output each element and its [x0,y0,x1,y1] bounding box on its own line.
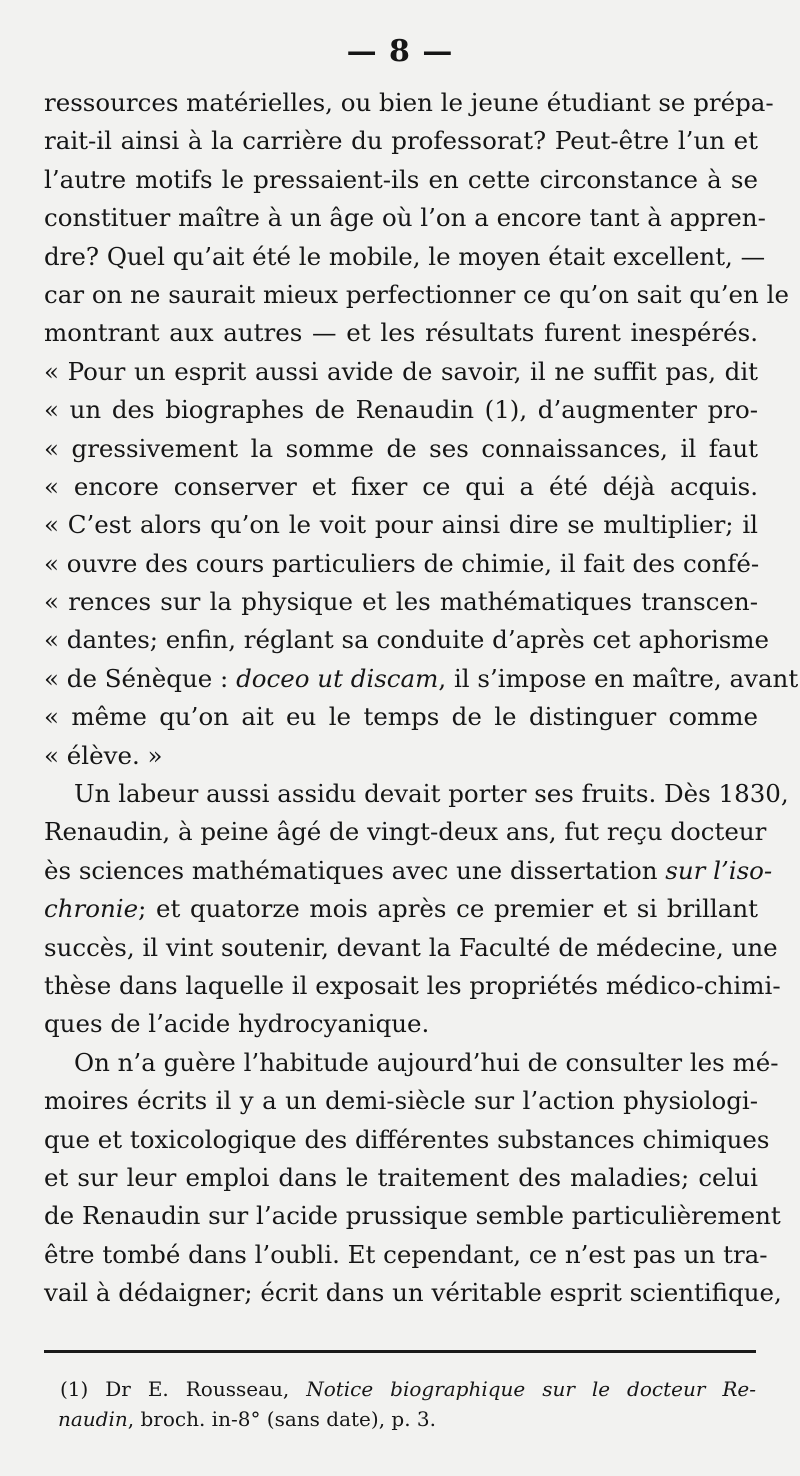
text-segment: vail à dédaigner; écrit dans un véritable esprit scientifique, [44,1278,782,1308]
text-segment: Un labeur aussi assidu devait porter ses fruits. Dès 1830, [74,779,789,809]
text-line [44,929,778,967]
text-line [44,276,789,314]
italic-text: Notice biographique sur le docteur Re- [306,1377,757,1401]
text-segment: et sur leur emploi dans le traitement des maladies; celui [44,1162,758,1192]
text-line [44,238,766,276]
text-segment: que et toxicologique des différentes substances chimiques [44,1124,770,1154]
text-line [44,353,758,391]
italic-text: doceo ut discam [236,663,439,693]
text-line [44,737,758,775]
text-line [44,314,758,352]
text-line [44,1044,779,1082]
text-line [44,430,758,468]
text-line [44,1005,758,1043]
text-line [44,1274,782,1312]
text-line [44,122,758,160]
text-segment: succès, il vint soutenir, devant la Faculté de médecine, une [44,932,778,962]
text-segment: ques de l’acide hydrocyanique. [44,1009,430,1039]
text-segment: « de Sénèque : [44,663,237,693]
italic-text: chronie [44,894,139,924]
page-number: — 8 — [346,34,454,69]
text-segment: « gressivement la somme de ses connaissances, il faut [44,433,758,463]
text-line [44,199,766,237]
text-line [44,698,758,736]
text-segment: dre? Quel qu’ait été le mobile, le moyen était excellent, — [44,241,766,271]
text-segment: rait-il ainsi à la carrière du professorat? Peut-être l’un et [44,126,758,156]
text-segment: ressources matérielles, ou bien le jeune étudiant se prépa- [44,88,774,117]
text-line [44,391,758,429]
text-segment: ; et quatorze mois après ce premier et si brillant [138,894,758,924]
text-line [44,468,758,506]
text-line [44,1082,758,1120]
italic-text: naudin [58,1407,128,1431]
text-segment: moires écrits il y a un demi-siècle sur l’action physiologi- [44,1086,758,1116]
text-line [44,545,758,583]
text-line [44,1159,758,1197]
footnote [60,1374,756,1434]
text-line [44,967,781,1005]
text-segment: , broch. in-8° (sans date), p. 3. [127,1407,437,1431]
text-segment: « encore conserver et fixer ce qui a été déjà acquis. [44,471,758,501]
text-segment: Renaudin, à peine âgé de vingt-deux ans, fut reçu docteur [44,817,767,847]
text-segment: « même qu’on ait eu le temps de le distinguer comme [44,702,758,732]
text-segment: l’autre motifs le pressaient-ils en cette circonstance à se [44,164,758,194]
text-segment: « rences sur la physique et les mathématiques transcen- [44,587,758,617]
text-line [44,84,774,122]
text-segment: « élève. » [44,740,163,770]
text-line [44,813,767,851]
text-segment: « Pour un esprit aussi avide de savoir, il ne suffit pas, dit [44,356,758,386]
footnote-separator-rule [44,1350,756,1353]
text-line [44,775,789,813]
footnote-line [60,1374,756,1404]
text-segment: « ouvre des cours particuliers de chimie, il fait des confé- [44,548,760,578]
text-segment: être tombé dans l’oubli. Et cependant, ce n’est pas un tra- [44,1239,768,1269]
text-segment: , il s’impose en maître, avant [438,663,799,693]
text-segment: ès sciences mathématiques avec une dissertation [44,855,666,885]
text-segment: « dantes; enfin, réglant sa conduite d’après cet aphorisme [44,625,770,655]
body-text [44,84,799,1313]
text-line [44,506,758,544]
text-segment: On n’a guère l’habitude aujourd’hui de consulter les mé- [74,1047,779,1077]
text-line [44,660,799,698]
text-segment: constituer maître à un âge où l’on a encore tant à appren- [44,203,766,233]
text-segment: thèse dans laquelle il exposait les propriétés médico-chimi- [44,970,781,1000]
text-line [44,1197,781,1235]
text-line [44,1121,770,1159]
text-segment: « un des biographes de Renaudin (1), d’augmenter pro- [44,395,758,425]
text-line [44,1236,768,1274]
text-line [44,161,758,199]
italic-text: sur l’iso- [665,855,773,885]
text-line [44,852,773,890]
text-line [44,583,758,621]
footnote-line [58,1404,756,1434]
text-segment: de Renaudin sur l’acide prussique semble particulièrement [44,1201,781,1231]
text-line [44,890,758,928]
text-line [44,621,770,659]
text-segment: car on ne saurait mieux perfectionner ce qu’on sait qu’en le [44,279,789,309]
text-segment: montrant aux autres — et les résultats furent inespérés. [44,318,758,348]
text-segment: « C’est alors qu’on le voit pour ainsi dire se multiplier; il [44,510,758,540]
text-segment: (1) Dr E. Rousseau, [60,1377,307,1401]
